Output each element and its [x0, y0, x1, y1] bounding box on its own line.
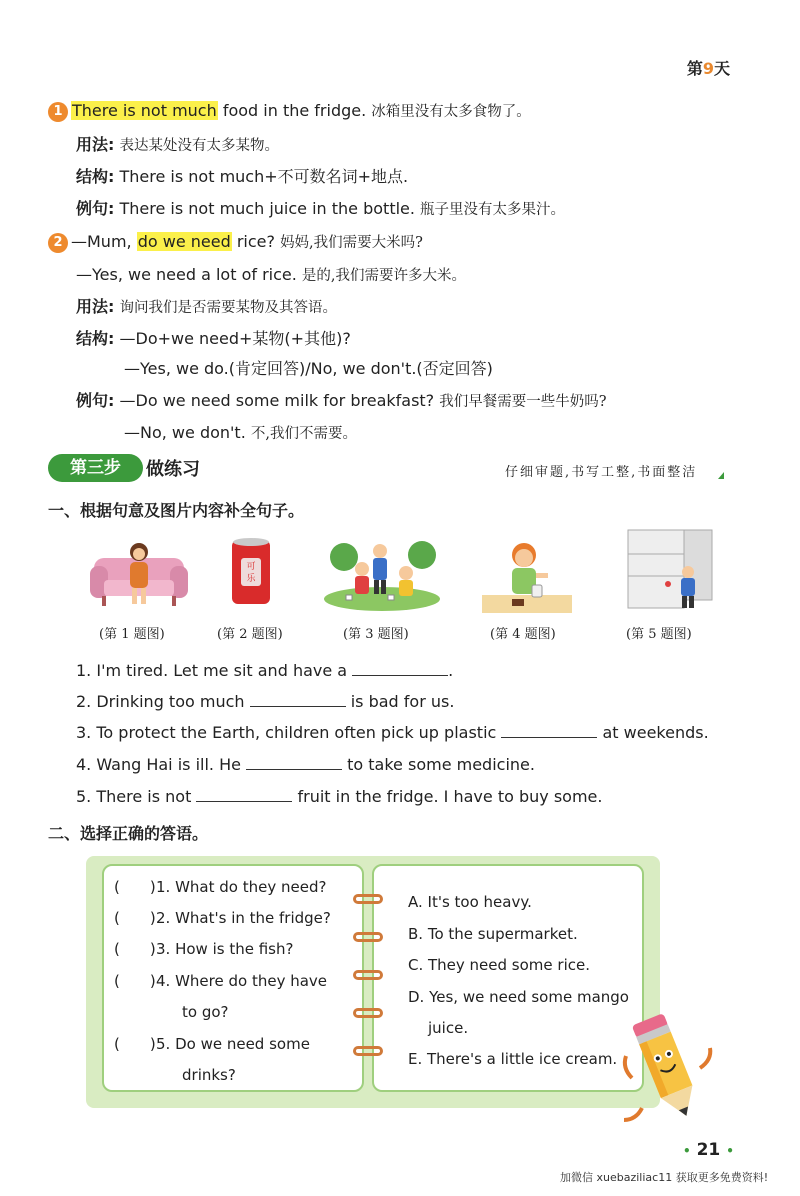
note2-example	[76, 391, 607, 412]
blank-4[interactable]	[246, 756, 342, 770]
binder-ring-icon	[353, 894, 383, 904]
can-label-1: 可	[246, 562, 256, 572]
note2-highlight: do we need	[137, 232, 231, 251]
blank-1[interactable]	[352, 662, 448, 676]
note2-sentence	[48, 232, 423, 253]
binder-ring-icon	[353, 1008, 383, 1018]
caption-5: (第 5 题图)	[626, 627, 692, 642]
fridge-picture	[624, 528, 716, 610]
note2-usage	[76, 297, 337, 318]
answer-option-c: C. They need some rice.	[408, 956, 590, 974]
exercise-item-3: 3. To protect the Earth, children often pick up plastic at weekends.	[76, 723, 709, 742]
note2-cn: 妈妈,我们需要大米吗?	[280, 235, 423, 251]
page-number: • 21 •	[683, 1140, 734, 1160]
cola-can-picture	[229, 536, 273, 608]
answer-option-d-cont: juice.	[428, 1019, 469, 1037]
structure-label: 结构:	[76, 329, 115, 348]
answer-paren-5[interactable]: ( )	[114, 1035, 156, 1053]
part2-title: 二、选择正确的答语。	[48, 824, 209, 843]
answer-paren-2[interactable]: ( )	[114, 909, 156, 927]
example2-en: —No, we don't.	[124, 423, 251, 442]
caption-2: (第 2 题图)	[217, 627, 283, 642]
step-motto: 仔细审题,书写工整,书面整洁	[505, 465, 698, 480]
caption-4: (第 4 题图)	[490, 627, 556, 642]
note2-structure	[76, 329, 351, 349]
caption-3: (第 3 题图)	[343, 627, 409, 642]
exercise-item-2: 2. Drinking too much is bad for us.	[76, 692, 455, 711]
note1-example	[76, 199, 565, 220]
note2-answer-cn: 是的,我们需要许多大米。	[301, 268, 467, 284]
note1-structure	[76, 167, 408, 187]
watermark-text: 加微信 xuebaziliac11 获取更多免费资料!	[560, 1171, 769, 1184]
example-label: 例句:	[76, 391, 115, 410]
note2-answer	[76, 265, 466, 286]
answer-option-d: D. Yes, we need some mango	[408, 988, 629, 1006]
question-4: ( )4. Where do they have	[114, 972, 328, 990]
question-2: ( )2. What's in the fridge?	[114, 909, 331, 927]
structure-text: There is not much+不可数名词+地点.	[119, 167, 409, 186]
note2-structure-2: —Yes, we do.(肯定回答)/No, we don't.(否定回答)	[124, 359, 493, 378]
structure-label: 结构:	[76, 167, 115, 186]
caption-1: (第 1 题图)	[99, 627, 165, 642]
question-4-cont: to go?	[182, 1003, 229, 1021]
answer-option-b: B. To the supermarket.	[408, 925, 578, 943]
day-number: 9	[702, 59, 714, 78]
note2-answer-en: —Yes, we need a lot of rice.	[76, 265, 302, 284]
can-label-2: 乐	[246, 574, 256, 584]
note2-rest: rice?	[231, 232, 281, 251]
note1-highlight: There is not much	[72, 101, 217, 120]
usage-label: 用法:	[76, 135, 115, 154]
question-1: ( )1. What do they need?	[114, 878, 327, 896]
answer-paren-1[interactable]: ( )	[114, 878, 156, 896]
usage-text: 表达某处没有太多某物。	[119, 138, 279, 154]
example1-cn: 我们早餐需要一些牛奶吗?	[439, 394, 607, 410]
step-title: 做练习	[146, 459, 200, 480]
structure-text-1: —Do+we need+某物(+其他)?	[119, 329, 351, 348]
blank-3[interactable]	[501, 724, 597, 738]
example-label: 例句:	[76, 199, 115, 218]
answer-paren-4[interactable]: ( )	[114, 972, 156, 990]
answer-paren-3[interactable]: ( )	[114, 940, 156, 958]
example2-cn: 不,我们不需要。	[250, 426, 357, 442]
example1-en: —Do we need some milk for breakfast?	[119, 391, 440, 410]
blank-2[interactable]	[250, 693, 346, 707]
part1-title: 一、根据句意及图片内容补全句子。	[48, 501, 305, 520]
binder-ring-icon	[353, 970, 383, 980]
motto-mark-icon	[718, 472, 724, 479]
day-label	[687, 56, 730, 79]
example-cn: 瓶子里没有太多果汁。	[420, 202, 566, 218]
note2-pre: —Mum,	[71, 232, 137, 251]
example-en: There is not much juice in the bottle.	[119, 199, 421, 218]
note1-rest: food in the fridge.	[217, 101, 372, 120]
usage-label: 用法:	[76, 297, 115, 316]
note1-badge: 1	[48, 102, 68, 122]
day-prefix: 第	[686, 59, 703, 78]
question-3: ( )3. How is the fish?	[114, 940, 294, 958]
binder-ring-icon	[353, 932, 383, 942]
answer-option-a: A. It's too heavy.	[408, 893, 532, 911]
note1-sentence	[48, 101, 531, 122]
question-5-cont: drinks?	[182, 1066, 236, 1084]
note1-usage	[76, 135, 279, 156]
exercise-item-4: 4. Wang Hai is ill. He to take some medicine.	[76, 755, 535, 774]
note2-badge: 2	[48, 233, 68, 253]
binder-ring-icon	[353, 1046, 383, 1056]
note1-cn: 冰箱里没有太多食物了。	[371, 104, 531, 120]
exercise-item-5: 5. There is not fruit in the fridge. I have to buy some.	[76, 787, 603, 806]
sofa-woman-picture	[90, 540, 188, 608]
exercise-item-1: 1. I'm tired. Let me sit and have a .	[76, 661, 454, 680]
note2-example-2	[124, 423, 357, 444]
answer-option-e: E. There's a little ice cream.	[408, 1050, 618, 1068]
step-badge: 第三步	[48, 454, 143, 482]
day-suffix: 天	[713, 59, 730, 78]
blank-5[interactable]	[196, 788, 292, 802]
boy-medicine-picture	[482, 537, 572, 613]
usage-text: 询问我们是否需要某物及其答语。	[119, 300, 337, 316]
kids-cleaning-picture	[322, 535, 442, 613]
question-5: ( )5. Do we need some	[114, 1035, 310, 1053]
pencil-mascot-icon	[612, 1008, 720, 1126]
